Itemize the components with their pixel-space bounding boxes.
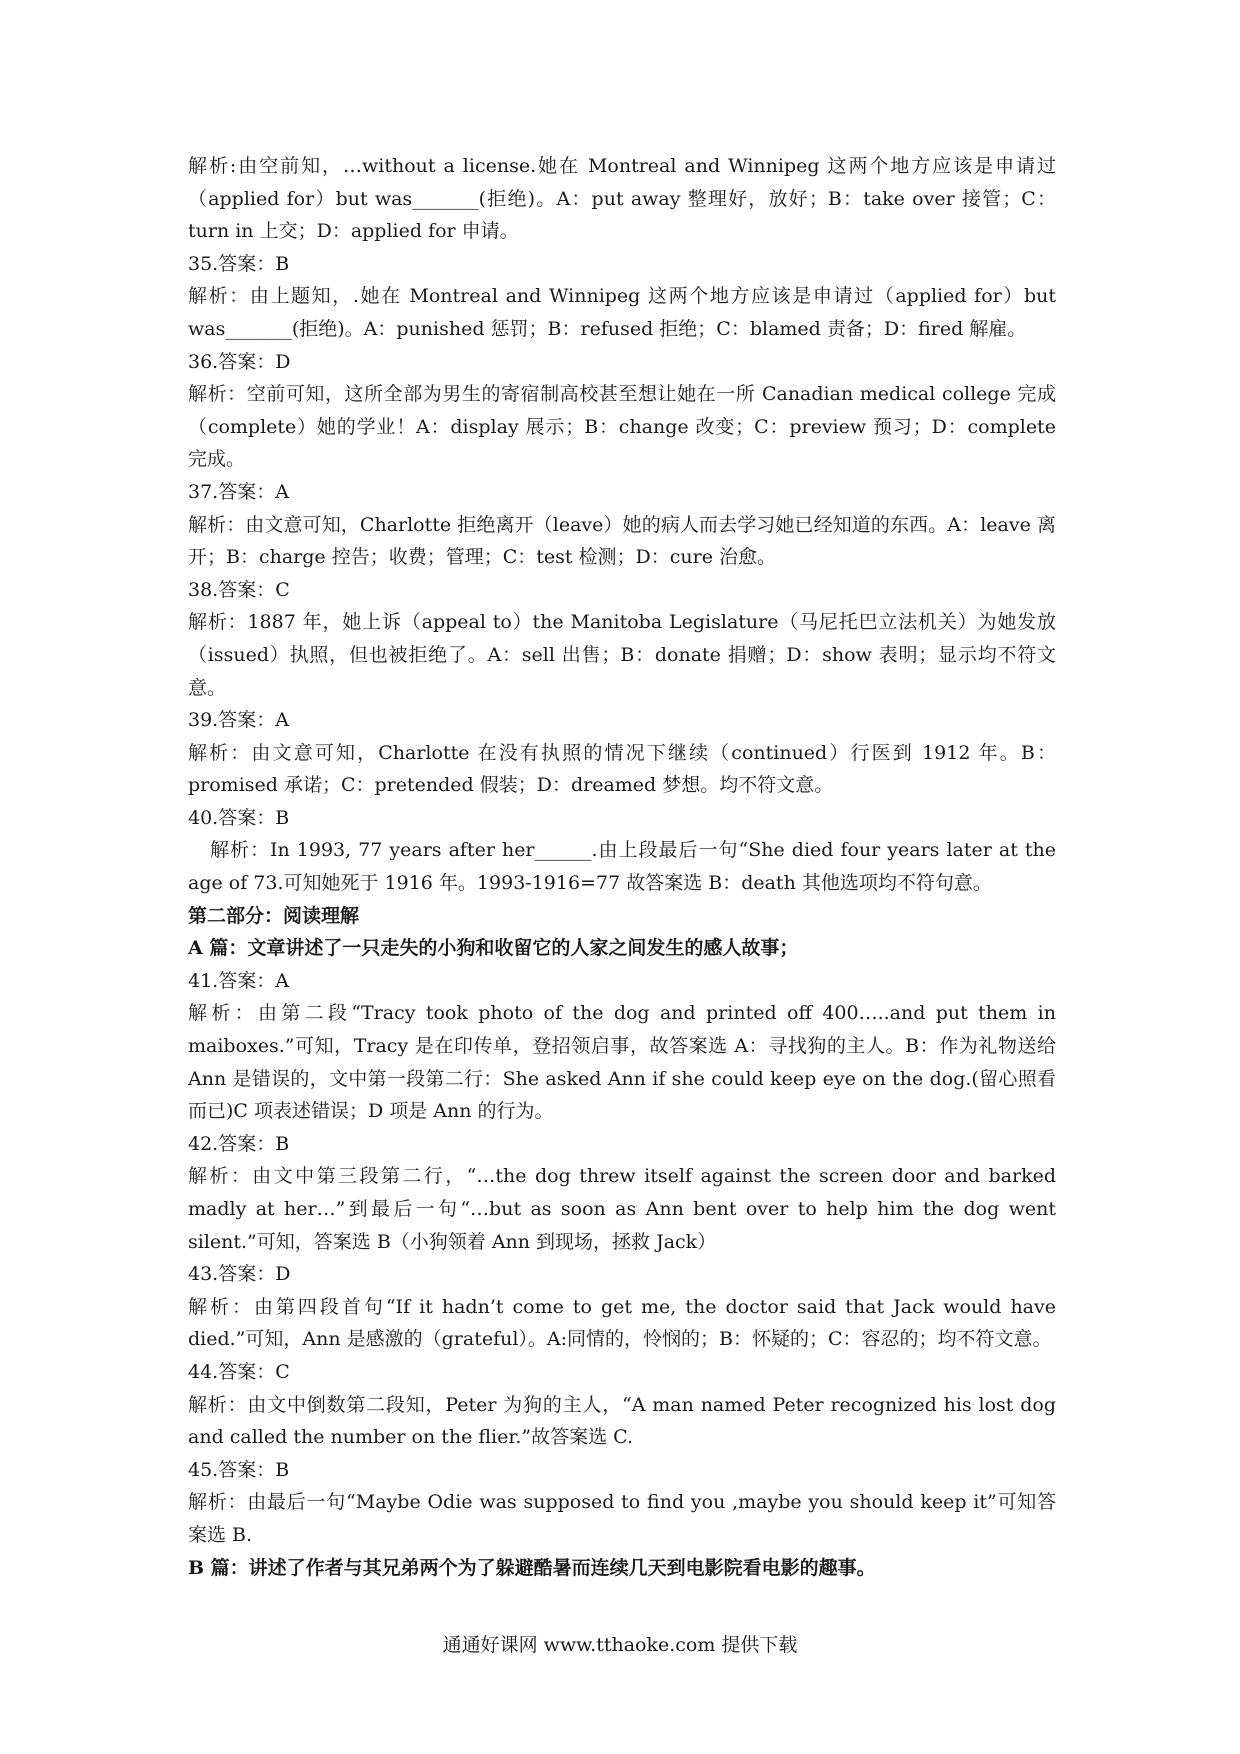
explanation-38: 解析：1887 年，她上诉（appeal to）the Manitoba Legislature（马尼托巴立法机关）为她发放（issued）执照，但也被拒绝了。A：sell 出售；B：donate 捐赠；D：show 表明；显示均不符文意。: [188, 611, 1056, 699]
answer-39: 39.答案：A: [188, 709, 289, 732]
answer-45: 45.答案：B: [188, 1458, 290, 1481]
answer-explanations: [188, 150, 1056, 1584]
answer-37: 37.答案：A: [188, 480, 289, 503]
explanation-34: 解析:由空前知，…without a license.她在 Montreal and Winnipeg 这两个地方应该是申请过（applied for）but was_______(拒绝)。A：put away 整理好，放好；B：take over 接管；C：turn in 上交；D：applied for 申请。: [188, 155, 1056, 243]
page-footer: 通通好课网 www.tthaoke.com 提供下载: [442, 1634, 798, 1656]
answer-40: 40.答案：B: [188, 806, 290, 829]
explanation-39: 解析：由文意可知，Charlotte 在没有执照的情况下继续（continued）行医到 1912 年。B：promised 承诺；C：pretended 假装；D：dreamed 梦想。均不符文意。: [188, 741, 1056, 797]
answer-38: 38.答案：C: [188, 578, 290, 601]
passage-b-summary: B 篇：讲述了作者与其兄弟两个为了躲避酷暑而连续几天到电影院看电影的趣事。: [188, 1556, 876, 1579]
answer-41: 41.答案：A: [188, 969, 289, 992]
passage-a-summary: A 篇：文章讲述了一只走失的小狗和收留它的人家之间发生的感人故事；: [188, 937, 799, 960]
answer-36: 36.答案：D: [188, 350, 291, 373]
answer-43: 43.答案：D: [188, 1263, 291, 1286]
explanation-44: 解析：由文中倒数第二段知，Peter 为狗的主人，“A man named Peter recognized his lost dog and called the number on the flier.”故答案选 C.: [188, 1393, 1056, 1449]
explanation-40: 解析：In 1993, 77 years after her______.由上段最后一句“She died four years later at the age of 73.可知她死于 1916 年。1993-1916=77 故答案选 B：death 其他选项均不符句意。: [188, 839, 1056, 895]
explanation-43: 解析：由第四段首句“If it hadn’t come to get me, the doctor said that Jack would have died.”可知，Ann 是感激的（grateful）。A:同情的，怜悯的；B：怀疑的；C：容忍的；均不符文意。: [188, 1295, 1056, 1351]
explanation-35: 解析：由上题知，.她在 Montreal and Winnipeg 这两个地方应该是申请过（applied for）but was_______(拒绝)。A：punished 惩罚；B：refused 拒绝；C：blamed 责备；D：fired 解雇。: [188, 285, 1056, 340]
explanation-41: 解析：由第二段“Tracy took photo of the dog and printed off 400…..and put them in maiboxes.”可知，Tracy 是在印传单，登招领启事，故答案选 A：寻找狗的主人。B：作为礼物送给 Ann 是错误的，文中第一段第二行：She asked Ann if she could keep eye on the dog.(留心照看而已)C 项表述错误；D 项是 Ann 的行为。: [188, 1002, 1056, 1123]
explanation-45: 解析：由最后一句“Maybe Odie was supposed to find you ,maybe you should keep it”可知答案选 B.: [188, 1491, 1056, 1546]
explanation-37: 解析：由文意可知，Charlotte 拒绝离开（leave）她的病人而去学习她已经知道的东西。A：leave 离开；B：charge 控告；收费；管理；C：test 检测；D：cure 治愈。: [188, 513, 1056, 569]
explanation-42: 解析：由文中第三段第二行，“…the dog threw itself against the screen door and barked madly at her…”到最后一句“…but as soon as Ann bent over to help him the dog went silent.”可知，答案选 B（小狗领着 Ann 到现场，拯救 Jack）: [188, 1165, 1056, 1253]
answer-35: 35.答案：B: [188, 252, 290, 275]
answer-42: 42.答案：B: [188, 1132, 290, 1155]
answer-44: 44.答案：C: [188, 1360, 290, 1383]
explanation-36: 解析：空前可知，这所全部为男生的寄宿制高校甚至想让她在一所 Canadian medical college 完成（complete）她的学业！A：display 展示；B：change 改变；C：preview 预习；D：complete 完成。: [188, 383, 1056, 471]
section-heading-reading: 第二部分：阅读理解: [188, 904, 360, 927]
